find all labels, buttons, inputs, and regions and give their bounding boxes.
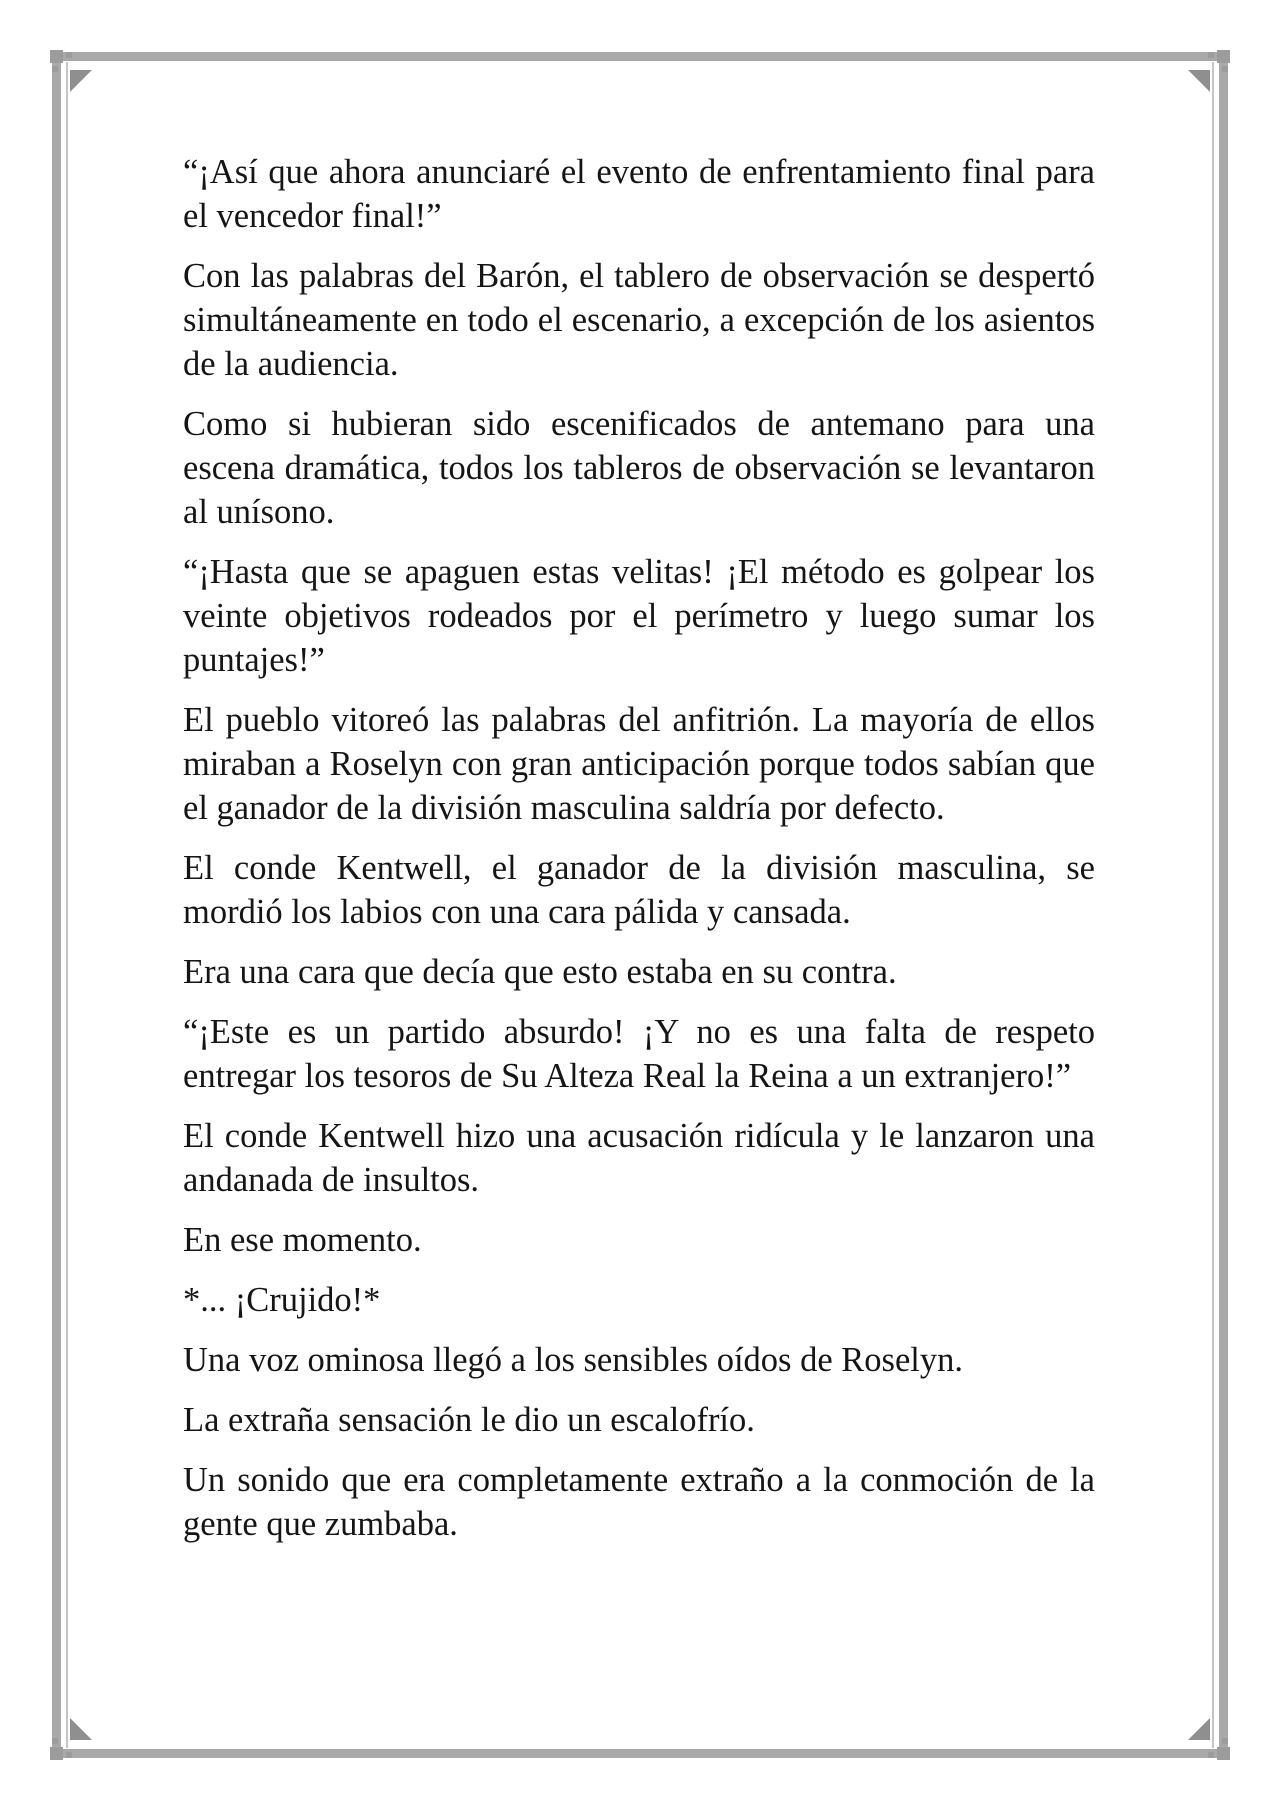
paragraph: El conde Kentwell, el ganador de la división masculina, se mordió los labios con una cara pálida y cansada. [183,849,1095,931]
paragraph: “¡Este es un partido absurdo! ¡Y no es una falta de respeto entregar los tesoros de Su Alteza Real la Reina a un extranjero!” [183,1013,1095,1095]
border-inner-left [66,62,68,1748]
border-inner-right [1212,62,1214,1748]
paragraph: En ese momento. [183,1221,422,1259]
corner-triangle-top-left-icon [70,70,92,92]
page-body-text [183,150,1095,1562]
paragraph: *... ¡Crujido!* [183,1281,381,1319]
paragraph: El conde Kentwell hizo una acusación ridícula y le lanzaron una andanada de insultos. [183,1117,1095,1199]
paragraph: Era una cara que decía que esto estaba en su contra. [183,953,897,991]
paragraph: Un sonido que era completamente extraño a la conmoción de la gente que zumbaba. [183,1461,1095,1543]
corner-triangle-bottom-right-icon [1188,1718,1210,1740]
border-left [52,60,61,1750]
border-bottom [60,1749,1220,1758]
border-right [1219,60,1228,1750]
corner-squares-bottom-left [50,1738,72,1760]
corner-squares-top-right [1208,50,1230,72]
corner-triangle-top-right-icon [1188,70,1210,92]
corner-squares-bottom-right [1208,1738,1230,1760]
paragraph: Como si hubieran sido escenificados de antemano para una escena dramática, todos los tableros de observación se levantaron al unísono. [183,405,1095,531]
corner-squares-top-left [50,50,72,72]
paragraph: La extraña sensación le dio un escalofrío. [183,1401,755,1439]
paragraph: El pueblo vitoreó las palabras del anfitrión. La mayoría de ellos miraban a Roselyn con gran anticipación porque todos sabían que el ganador de la división masculina saldría por defecto. [183,701,1095,827]
paragraph: Una voz ominosa llegó a los sensibles oídos de Roselyn. [183,1341,963,1379]
border-top [60,52,1220,61]
paragraph: Con las palabras del Barón, el tablero de observación se despertó simultáneamente en todo el escenario, a excepción de los asientos de la audiencia. [183,257,1095,383]
paragraph: “¡Hasta que se apaguen estas velitas! ¡El método es golpear los veinte objetivos rodeados por el perímetro y luego sumar los puntajes!” [183,553,1095,679]
paragraph: “¡Así que ahora anunciaré el evento de enfrentamiento final para el vencedor final!” [183,153,1095,235]
corner-triangle-bottom-left-icon [70,1718,92,1740]
